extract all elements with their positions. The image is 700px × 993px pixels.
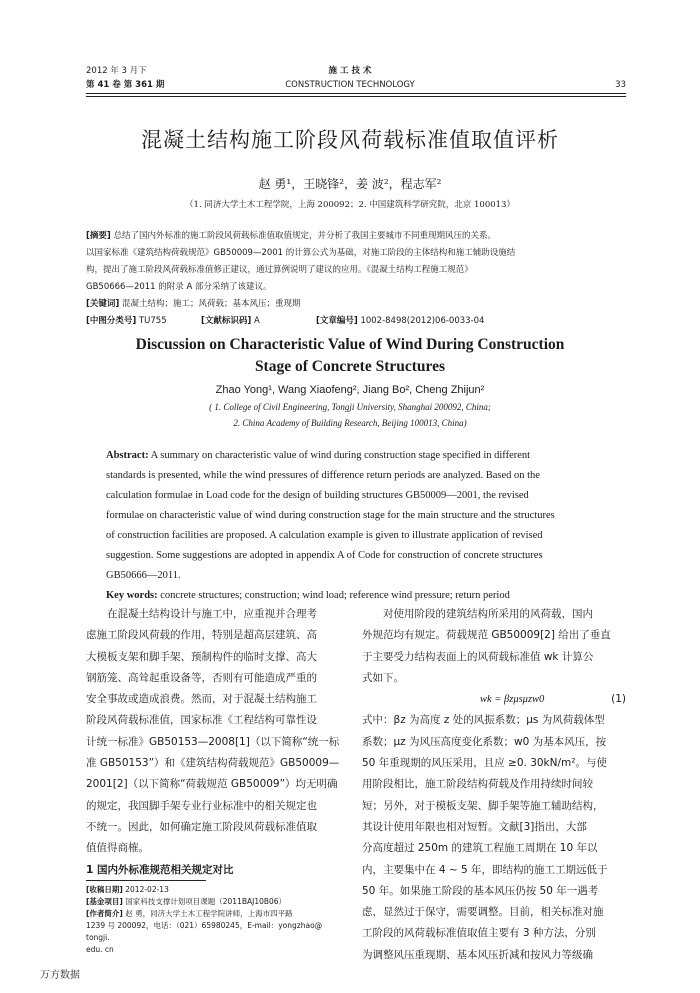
section-heading: 1 国内外标准规范相关规定对比 <box>86 863 234 876</box>
body-line: 工阶段的风荷载标准值取值主要有 3 种方法，分别 <box>362 927 596 940</box>
abstract-cn-line: 以国家标准《建筑结构荷载规范》GB50009—2001 的计算公式为基础，对施工阶段的主体结构和施工辅助设施结 <box>86 248 516 258</box>
equation-row <box>362 689 626 710</box>
paper-title-cn: 混凝土结构施工阶段风荷载标准值取值评析 <box>141 128 559 152</box>
footnote-author: [作者简介] 赵 勇，同济大学土木工程学院讲师，上海市四平路 <box>86 909 293 918</box>
affiliations-cn: （1. 同济大学土木工程学院，上海 200092；2. 中国建筑科学研究院，北京 100013） <box>185 200 515 210</box>
equation-1: wk = βzμsμzw0 <box>480 694 545 706</box>
abstract-cn-line: [摘要] 总结了国内外标准的施工阶段风荷载标准值取值规定，并分析了我国主要城市不同重现期风压的关系。 <box>86 231 496 241</box>
body-line: 计统一标准》GB50153—2008[1]（以下简称“统一标 <box>86 735 340 748</box>
body-line: 在混凝土结构设计与施工中，应重视并合理考 <box>107 608 317 620</box>
body-line: 安全事故或造成浪费。然而，对于混凝土结构施工 <box>86 693 317 706</box>
journal-name-en: CONSTRUCTION TECHNOLOGY <box>285 80 415 90</box>
abstract-en-line: of construction facilities are proposed. A calculation example is given to illustrate application of revised <box>106 530 543 541</box>
footnote-author-cont: 1239 号 200092，电话：（021）65980245，E-mail：yongzhao@ tongji. <box>86 921 323 942</box>
keywords-en-label: Key words: <box>106 590 158 601</box>
keywords-cn: [关键词] 混凝土结构；施工；风荷载；基本风压；重现期 <box>86 299 301 309</box>
body-line: 阶段风荷载标准值，国家标准《工程结构可靠性设 <box>86 714 317 727</box>
abstract-cn <box>86 228 598 330</box>
body-line: 50 年重现期的风压采用，且应 ≥0. 30kN/m²。与使 <box>362 757 607 770</box>
classification-line <box>86 313 598 330</box>
authors-cn: 赵 勇¹，王晓锋²，姜 波²，程志军² <box>258 177 442 191</box>
volume-issue: 第 41 卷 第 361 期 <box>86 80 165 90</box>
body-line: 2001[2]（以下简称“荷载规范 GB50009”）均无明确 <box>86 778 338 791</box>
abstract-en-line: Abstract: A summary on characteristic value of wind during construction stage specified in different <box>106 450 531 461</box>
paper-title-en: Discussion on Characteristic Value of Wind During Construction Stage of Concrete Structures <box>135 336 565 375</box>
abstract-en-line: GB50666—2011. <box>106 570 181 581</box>
abstract-en-line: standards is presented, while the wind pressures of difference return periods are analyzed. Based on the <box>106 470 540 481</box>
abstract-en-line: calculation formulae in Load code for the design of building structures GB50009—2001, the revised <box>106 490 529 501</box>
issue-date: 2012 年 3 月下 <box>86 66 147 76</box>
source-watermark: 万方数据 <box>40 970 80 981</box>
body-line: 式如下。 <box>362 671 404 684</box>
abstract-en-line: suggestion. Some suggestions are adopted in appendix A of Code for construction of concrete structures <box>106 550 543 561</box>
body-line: 大模板支架和脚手架、预制构件的临时支撑、高大 <box>86 650 317 663</box>
article-no-value: 1002-8498(2012)06-0033-04 <box>360 316 485 326</box>
doc-code-value: A <box>253 316 260 326</box>
body-line: 短；另外，对于模板支架、脚手架等施工辅助结构， <box>362 799 604 812</box>
right-column <box>362 604 626 966</box>
body-line: 值值得商榷。 <box>86 842 149 855</box>
body-line: 于主要受力结构表面上的风荷载标准值 wk 计算公 <box>362 650 594 663</box>
header-rule-bottom <box>86 96 626 97</box>
body-line: 虑，显然过于保守，需要调整。目前，相关标准对施 <box>362 906 604 919</box>
abstract-en-label: Abstract: <box>106 450 149 461</box>
keywords-cn-label: [关键词] <box>86 299 120 309</box>
abstract-en-line: formulae on characteristic value of wind during construction stage for the main structure and the structures <box>106 510 555 521</box>
equation-number: (1) <box>611 693 626 706</box>
body-line: 虑施工阶段风荷载的作用，特别是超高层建筑、高 <box>86 629 317 642</box>
clc-value: TU755 <box>138 316 167 326</box>
authors-en: Zhao Yong¹, Wang Xiaofeng², Jiang Bo², Cheng Zhijun² <box>215 384 485 396</box>
body-line: 式中：βz 为高度 z 处的风振系数；μs 为风荷载体型 <box>362 714 605 727</box>
abstract-cn-label: [摘要] <box>86 231 111 241</box>
body-line: 内，主要集中在 4 ~ 5 年，即结构的施工工期远低于 <box>362 863 608 876</box>
footnote-received: [收稿日期] 2012-02-13 <box>86 885 169 894</box>
abstract-en <box>106 446 600 606</box>
footnote-fund: [基金项目] 国家科技支撑计划项目课题（2011BAJ10B06） <box>86 897 287 906</box>
footnote-rule <box>86 880 206 881</box>
body-line: 用阶段相比，施工阶段结构荷载及作用持续时间较 <box>362 778 593 791</box>
body-line: 为调整风压重现期、基本风压折减和按风力等级确 <box>362 948 593 961</box>
abstract-cn-line: 构，提出了施工阶段风荷载标准值修正建议，通过算例说明了建议的应用。《混凝土结构工程施工规范》 <box>86 265 473 275</box>
body-line: 50 年。如果施工阶段的基本风压仍按 50 年一遇考 <box>362 884 599 897</box>
affiliation-en-1: ( 1. College of Civil Engineering, Tongji University, Shanghai 200092, China; <box>209 402 491 412</box>
doc-code-label: [文献标识码] <box>200 316 252 326</box>
clc-label: [中图分类号] <box>86 316 137 326</box>
footnotes <box>86 884 342 956</box>
body-line: 系数；μz 为风压高度变化系数；w0 为基本风压，按 <box>362 735 607 748</box>
body-line: 不统一。因此，如何确定施工阶段风荷载标准值取 <box>86 820 317 833</box>
body-line: 对使用阶段的建筑结构所采用的风荷载，国内 <box>383 608 593 620</box>
journal-name-cn: 施 工 技 术 <box>328 66 372 76</box>
body-line: 准 GB50153”）和《建筑结构荷载规范》GB50009— <box>86 757 340 770</box>
page-number: 33 <box>615 80 626 90</box>
keywords-en: Key words: concrete structures; construction; wind load; reference wind pressure; return period <box>106 590 510 601</box>
affiliation-en-2: 2. China Academy of Building Research, Beijing 100013, China) <box>233 418 467 428</box>
header-rule-top <box>86 93 626 94</box>
body-line: 外规范均有规定。荷载规范 GB50009[2] 给出了垂直 <box>362 629 611 642</box>
left-column <box>86 604 342 881</box>
footnote-author-cont: edu. cn <box>86 945 114 954</box>
abstract-cn-line: GB50666—2011 的附录 A 部分采纳了该建议。 <box>86 282 272 292</box>
article-no-label: [文章编号] <box>315 316 358 326</box>
body-line: 的规定，我国脚手架专业行业标准中的相关规定也 <box>86 799 317 812</box>
body-line: 分高度超过 250m 的建筑工程施工周期在 10 年以 <box>362 842 598 855</box>
body-line: 钢筋笼、高耸起重设备等，否则有可能造成严重的 <box>86 671 317 684</box>
body-line: 其设计使用年限也相对短暂。文献[3]指出，大部 <box>362 820 587 833</box>
